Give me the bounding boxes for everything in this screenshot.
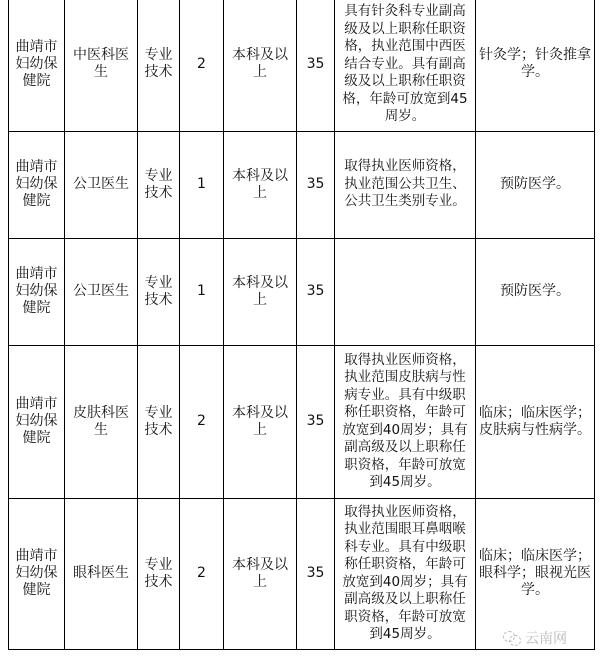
education-cell: 本科及以上 <box>224 498 297 649</box>
recruitment-table-container <box>8 0 594 650</box>
unit-cell: 曲靖市妇幼保健院 <box>9 498 65 649</box>
table-row <box>9 0 595 131</box>
count-cell: 1 <box>180 238 224 345</box>
category-cell: 专业技术 <box>138 498 180 649</box>
age-cell: 35 <box>297 498 335 649</box>
requirements-cell <box>335 238 476 345</box>
count-cell: 1 <box>180 131 224 238</box>
position-cell: 眼科医生 <box>65 498 138 649</box>
watermark <box>503 628 567 648</box>
watermark-text: 云南网 <box>525 631 567 647</box>
position-cell: 中医科医生 <box>65 0 138 131</box>
unit-cell: 曲靖市妇幼保健院 <box>9 131 65 238</box>
major-cell: 临床；临床医学；眼科学；眼视光医学。 <box>476 498 595 649</box>
requirements-cell: 取得执业医师资格，执业范围眼耳鼻咽喉科专业。具有中级职称任职资格，年龄可放宽到40周岁；具有副高级及以上职称任职资格，年龄可放宽到45周岁。 <box>335 498 476 649</box>
unit-cell: 曲靖市妇幼保健院 <box>9 238 65 345</box>
requirements-cell: 取得执业医师资格，执业范围公共卫生、公共卫生类别专业。 <box>335 131 476 238</box>
category-cell: 专业技术 <box>138 131 180 238</box>
count-cell: 2 <box>180 498 224 649</box>
unit-cell: 曲靖市妇幼保健院 <box>9 345 65 498</box>
table-row <box>9 131 595 238</box>
table-row <box>9 345 595 498</box>
count-cell: 2 <box>180 345 224 498</box>
education-cell: 本科及以上 <box>224 0 297 131</box>
position-cell: 公卫医生 <box>65 238 138 345</box>
education-cell: 本科及以上 <box>224 238 297 345</box>
major-cell: 预防医学。 <box>476 131 595 238</box>
category-cell: 专业技术 <box>138 238 180 345</box>
position-cell: 皮肤科医生 <box>65 345 138 498</box>
education-cell: 本科及以上 <box>224 345 297 498</box>
wechat-logo-icon <box>503 631 521 645</box>
position-cell: 公卫医生 <box>65 131 138 238</box>
age-cell: 35 <box>297 238 335 345</box>
requirements-cell: 取得执业医师资格，执业范围皮肤病与性病专业。具有中级职称任职资格，年龄可放宽到40周岁；具有副高级及以上职称任职资格，年龄可放宽到45周岁。 <box>335 345 476 498</box>
age-cell: 35 <box>297 0 335 131</box>
category-cell: 专业技术 <box>138 0 180 131</box>
major-cell: 预防医学。 <box>476 238 595 345</box>
table-row <box>9 498 595 649</box>
age-cell: 35 <box>297 131 335 238</box>
count-cell: 2 <box>180 0 224 131</box>
unit-cell: 曲靖市妇幼保健院 <box>9 0 65 131</box>
requirements-cell: 具有针灸科专业副高级及以上职称任职资格，执业范围中西医结合专业。具有副高级及以上职称任职资格，年龄可放宽到45周岁。 <box>335 0 476 131</box>
category-cell: 专业技术 <box>138 345 180 498</box>
education-cell: 本科及以上 <box>224 131 297 238</box>
major-cell: 临床；临床医学；皮肤病与性病学。 <box>476 345 595 498</box>
age-cell: 35 <box>297 345 335 498</box>
recruitment-table <box>8 0 595 650</box>
major-cell: 针灸学；针灸推拿学。 <box>476 0 595 131</box>
table-row <box>9 238 595 345</box>
